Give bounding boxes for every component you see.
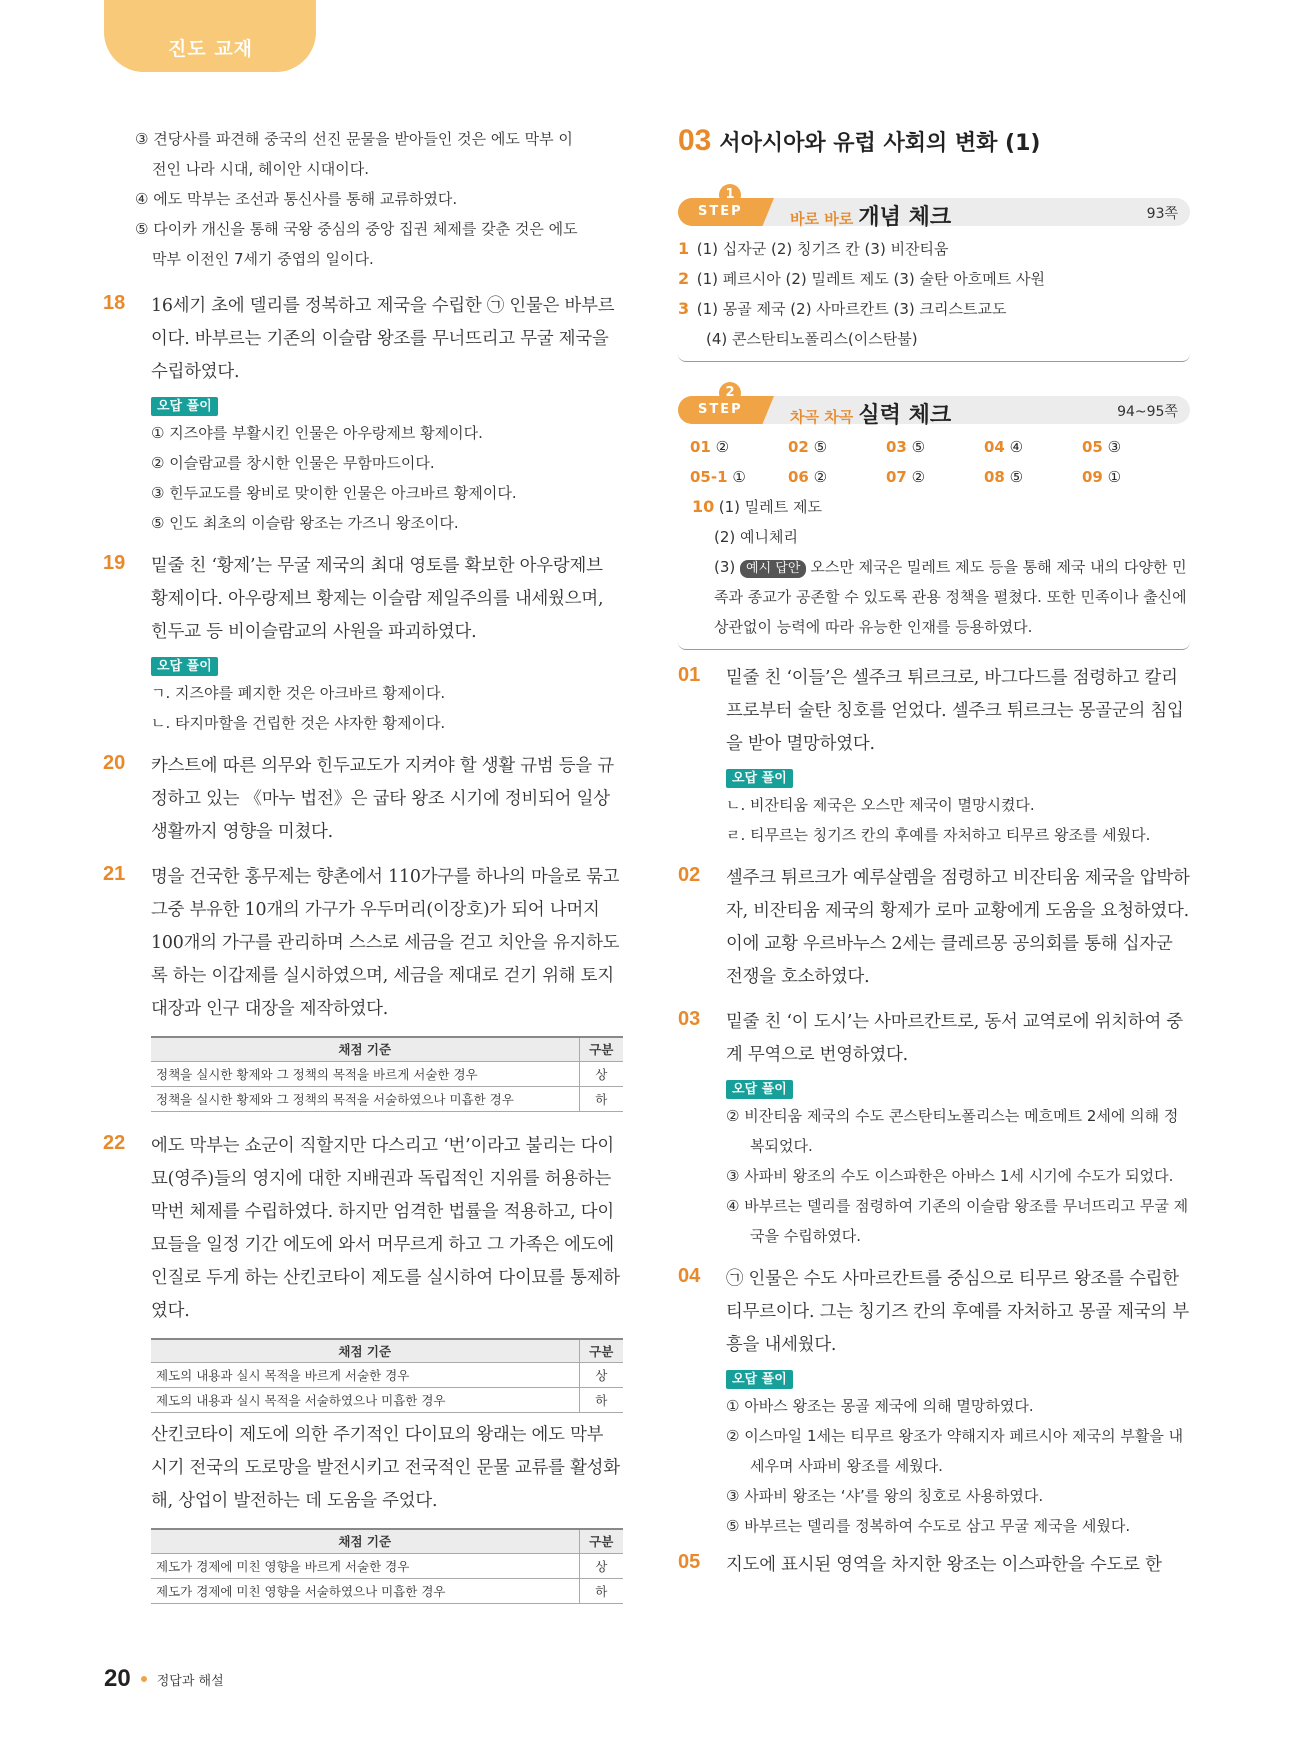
question-number: 21 [103,863,126,885]
step-number: 2 [719,382,741,404]
question-02 [678,862,1190,994]
question-05 [678,1549,1190,1582]
note: ㄹ. 티무르는 칭기즈 칸의 후예를 자처하고 티무르 왕조를 세웠다. [726,826,1151,844]
q10-text: 오스만 제국은 밀레트 제도 등을 통해 제국 내의 다양한 민족과 종교가 공존할 수 있도록 관용 정책을 펼쳤다. 또한 민족이나 출신에 상관없이 능력에 따라 유능한 인재를 등용하였다. [714,558,1187,636]
note: ㄴ. 타지마할을 건립한 것은 샤자한 황제이다. [151,714,446,732]
question-text: 밑줄 친 ‘이들’은 셀주크 튀르크로, 바그다드를 점령하고 칼리프로부터 술탄 칭호를 얻었다. 셀주크 튀르크는 몽골군의 침입을 받아 멸망하였다. [726,668,1184,754]
question-19 [103,550,623,649]
box-divider [678,354,1190,362]
note: ③ 사파비 왕조의 수도 이스파한은 아바스 1세 시기에 수도가 되었다. [726,1167,1174,1185]
question-text: 산킨코타이 제도에 의한 주기적인 다이묘의 왕래는 에도 막부 시기 전국의 도로망을 발전시키고 전국적인 문물 교류를 활성화해, 상업이 발전하는 데 도움을 주었다. [151,1425,620,1511]
question-21 [103,861,623,1026]
check-number: 1 [678,239,690,258]
option-line: ④ 에도 막부는 조선과 통신사를 통해 교류하였다. [135,190,458,208]
answer-item: 03 ⑤ [886,438,926,456]
q10-number: 10 [692,497,715,516]
table-cell: 하 [579,1578,623,1603]
question-22-part2 [103,1419,623,1518]
note: ㄱ. 지즈야를 폐지한 것은 아크바르 황제이다. [151,684,446,702]
step-page: 93쪽 [1146,206,1178,222]
note: ② 이슬람교를 창시한 인물은 무함마드이다. [151,454,435,472]
answer-item: 07 ② [886,468,926,486]
question-text: 카스트에 따른 의무와 힌두교도가 지켜야 할 생활 규범 등을 규정하고 있는 《마누 법전》은 굽타 왕조 시기에 정비되어 일상생활까지 영향을 미쳤다. [151,756,614,842]
note: ① 아바스 왕조는 몽골 제국에 의해 멸망하였다. [726,1397,1034,1415]
table-cell: 상 [579,1553,623,1578]
q17-options [103,124,623,274]
question-text: 지도에 표시된 영역을 차지한 왕조는 이스파한을 수도로 한 [726,1555,1162,1575]
option-line: 막부 이전인 7세기 중엽의 일이다. [152,250,374,268]
option-line: 전인 나라 시대, 헤이안 시대이다. [152,160,369,178]
scoring-table [151,1338,623,1414]
table-row [151,1061,623,1086]
option-line: ③ 견당사를 파견해 중국의 선진 문물을 받아들인 것은 에도 막부 이 [135,130,573,148]
table-cell: 제도의 내용과 실시 목적을 서술하였으나 미흡한 경우 [151,1388,579,1413]
question-01 [678,662,1190,761]
answer-item: 05-1 ① [690,468,746,486]
step-2-bar [678,385,1190,428]
table-row [151,1578,623,1603]
step-bold: 실력 체크 [858,403,952,428]
table-row [151,1553,623,1578]
check-number: 3 [678,299,690,318]
note: ③ 사파비 왕조는 ‘샤’를 왕의 칭호로 사용하였다. [726,1487,1044,1505]
bullet-dot [141,1676,147,1682]
question-text: 밑줄 친 ‘황제’는 무굴 제국의 최대 영토를 확보한 아우랑제브 황제이다. 아우랑제브 황제는 이슬람 제일주의를 내세웠으며, 힌두교 등 비이슬람교의 사원을 파괴하였다. [151,556,604,642]
header-tab-label: 진도 교재 [168,38,254,60]
step-number: 1 [719,184,741,206]
question-number: 01 [678,664,701,686]
table-header: 구분 [579,1339,623,1363]
question-text: 밑줄 친 ‘이 도시’는 사마르칸트로, 동서 교역로에 위치하여 중계 무역으로 번영하였다. [726,1012,1183,1065]
section-heading: 서아시아와 유럽 사회의 변화 (1) [719,130,1041,156]
table-cell: 상 [579,1061,623,1086]
answer-item: 01 ② [690,438,730,456]
question-number: 03 [678,1008,701,1030]
q10-text: (1) 밀레트 제도 [718,498,823,516]
question-text: 명을 건국한 홍무제는 향촌에서 110가구를 하나의 마을로 묶고 그중 부유한 10개의 가구가 우두머리(이장호)가 되어 나머지 100개의 가구를 관리하며 스스로 세금을 걷고 치안을 유지하도록 하는 이갑제를 실시하였으며, 세금을 제대로 걷기 위해 토지 대장과 인구 대장을 제작하였다. [151,867,620,1019]
table-cell: 정책을 실시한 황제와 그 정책의 목적을 서술하였으나 미흡한 경우 [151,1086,579,1111]
table-header: 채점 기준 [151,1037,579,1061]
option-line: ⑤ 다이카 개신을 통해 국왕 중심의 중앙 집권 체제를 갖춘 것은 에도 [135,220,578,238]
step-page: 94~95쪽 [1117,404,1178,420]
question-number: 22 [103,1131,126,1154]
answer-item: 06 ② [788,468,828,486]
note: ① 지즈야를 부활시킨 인물은 아우랑제브 황제이다. [151,424,483,442]
table-header: 채점 기준 [151,1529,579,1553]
table-header: 채점 기준 [151,1339,579,1363]
table-row [151,1363,623,1388]
step-label: 바로 바로 [790,210,854,228]
header-tab [104,0,316,72]
wrong-answer-badge: 오답 풀이 [726,1370,793,1389]
page-number: 20 [104,1665,131,1692]
wrong-answer-badge: 오답 풀이 [726,769,793,788]
q10-line: (2) 예니체리 [714,528,798,546]
note: ④ 바부르는 델리를 점령하여 기존의 이슬람 왕조를 무너뜨리고 무굴 제국을 수립하였다. [726,1197,1189,1245]
wrong-answer-badge: 오답 풀이 [151,397,218,416]
left-column [103,124,623,1604]
table-header: 구분 [579,1529,623,1553]
question-text: ㉠ 인물은 수도 사마르칸트를 중심으로 티무르 왕조를 수립한 티무르이다. 그는 칭기즈 칸의 후예를 자처하고 몽골 제국의 부흥을 내세웠다. [726,1269,1189,1355]
question-22 [103,1130,623,1328]
section-title [678,124,1190,158]
scoring-table [151,1528,623,1604]
step-1-bar [678,187,1190,230]
table-row [151,1388,623,1413]
check-text: (1) 십자군 (2) 칭기즈 칸 (3) 비잔티움 [696,240,949,258]
question-18 [103,290,623,389]
page-footer [104,1665,224,1693]
question-text: 셀주크 튀르크가 예루살렘을 점령하고 비잔티움 제국을 압박하자, 비잔티움 제국의 황제가 로마 교황에게 도움을 요청하였다. 이에 교황 우르바누스 2세는 클레르몽 공의회를 통해 십자군 전쟁을 호소하였다. [726,868,1190,987]
step-title [790,200,951,231]
question-number: 04 [678,1265,701,1287]
note: ㄴ. 비잔티움 제국은 오스만 제국이 멸망시켰다. [726,796,1035,814]
wrong-answer-badge: 오답 풀이 [151,657,218,676]
table-cell: 하 [579,1388,623,1413]
question-number: 05 [678,1551,701,1573]
table-header: 구분 [579,1037,623,1061]
step-label: 차곡 차곡 [790,408,854,426]
box-divider [678,642,1190,650]
question-text: 에도 막부는 쇼군이 직할지만 다스리고 ‘번’이라고 불리는 다이묘(영주)들의 영지에 대한 지배권과 독립적인 지위를 허용하는 막번 체제를 수립하였다. 하지만 엄격한 법률을 적용하고, 다이묘들을 일정 기간 에도에 와서 머무르게 하고 그 가족은 에도에 인질로 두게 하는 산킨코타이 제도를 실시하여 다이묘를 통제하였다. [151,1135,620,1321]
answer-item: 05 ③ [1082,438,1122,456]
note: ② 비잔티움 제국의 수도 콘스탄티노폴리스는 메흐메트 2세에 의해 정복되었다. [726,1107,1179,1155]
q10-prefix: (3) [714,558,736,576]
check-item [678,234,1190,264]
table-cell: 제도가 경제에 미친 영향을 바르게 서술한 경우 [151,1553,579,1578]
check-number: 2 [678,269,690,288]
question-number: 19 [103,552,126,574]
answer-item: 08 ⑤ [984,468,1024,486]
question-03 [678,1006,1190,1072]
answer-grid [678,432,1190,492]
footer-label: 정답과 해설 [156,1673,224,1689]
answer-item: 04 ④ [984,438,1024,456]
question-text: 16세기 초에 델리를 정복하고 제국을 수립한 ㉠ 인물은 바부르이다. 바부르는 기존의 이슬람 왕조를 무너뜨리고 무굴 제국을 수립하였다. [151,296,615,382]
table-cell: 제도가 경제에 미친 영향을 서술하였으나 미흡한 경우 [151,1578,579,1603]
note: ② 이스마일 1세는 티무르 왕조가 약해지자 페르시아 제국의 부활을 내세우며 사파비 왕조를 세웠다. [726,1427,1184,1475]
wrong-answer-badge: 오답 풀이 [726,1080,793,1099]
scoring-table [151,1036,623,1112]
question-number: 20 [103,752,126,774]
step-bold: 개념 체크 [858,205,952,230]
table-cell: 정책을 실시한 황제와 그 정책의 목적을 바르게 서술한 경우 [151,1061,579,1086]
table-row [151,1086,623,1111]
check-item [678,294,1190,324]
check-text: (1) 몽골 제국 (2) 사마르칸트 (3) 크리스트교도 [696,300,1007,318]
check-item [678,264,1190,294]
question-number: 18 [103,292,126,314]
question-04 [678,1263,1190,1362]
check-text: (1) 페르시아 (2) 밀레트 제도 (3) 술탄 아흐메트 사원 [696,270,1046,288]
step-word: STEP [698,402,743,417]
table-cell: 하 [579,1086,623,1111]
answer-item: 02 ⑤ [788,438,828,456]
right-column [678,124,1190,1582]
question-number: 02 [678,864,701,886]
step-title [790,398,951,429]
table-cell: 제도의 내용과 실시 목적을 바르게 서술한 경우 [151,1363,579,1388]
note: ⑤ 인도 최초의 이슬람 왕조는 가즈니 왕조이다. [151,514,459,532]
q10-line [678,552,1190,642]
answer-item: 09 ① [1082,468,1122,486]
question-20 [103,750,623,849]
note: ③ 힌두교도를 왕비로 맞이한 인물은 아크바르 황제이다. [151,484,517,502]
q10-line [678,492,1190,522]
example-answer-badge: 예시 답안 [740,560,806,578]
note: ⑤ 바부르는 델리를 정복하여 수도로 삼고 무굴 제국을 세웠다. [726,1517,1131,1535]
section-number: 03 [678,124,712,157]
table-cell: 상 [579,1363,623,1388]
step-word: STEP [698,204,743,219]
check-item-cont: (4) 콘스탄티노폴리스(이스탄불) [706,330,918,348]
